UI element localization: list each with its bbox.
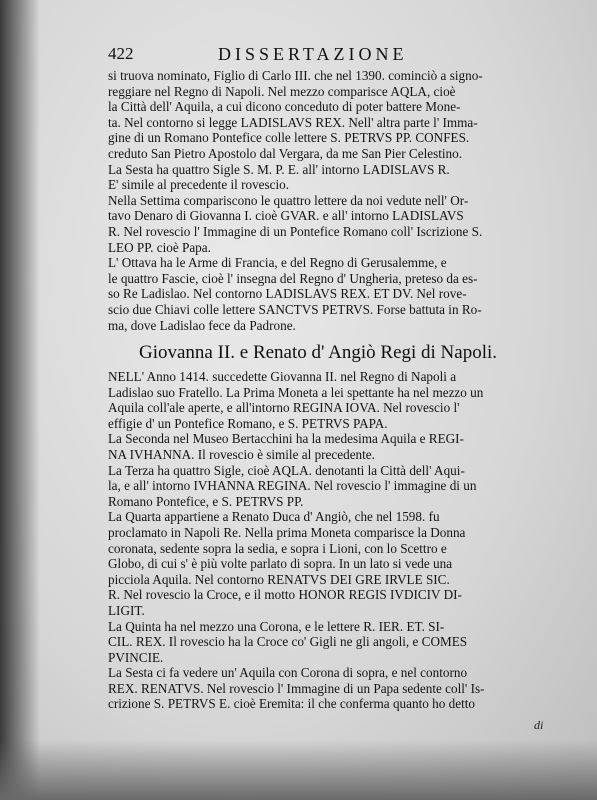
running-title: DISSERTAZIONE <box>218 44 408 64</box>
text-line: si truova nominato, Figlio di Carlo III. che nel 1390. cominciò a signo- <box>108 68 483 83</box>
text-line: La Sesta ci fa vedere un' Aquila con Corona di sopra, e nel contorno <box>108 665 468 681</box>
text-line: tavo Denaro di Giovanna I. cioè GVAR. e all' intorno LADISLAVS <box>108 208 464 224</box>
text-line: picciola Aquila. Nel contorno RENATVS DEI GRE IRVLE SIC. <box>108 571 450 587</box>
text-line: L' Ottava ha le Arme di Francia, e del Regno di Gerusalemme, e <box>108 255 447 271</box>
text-line: REX. RENATVS. Nel rovescio l' Immagine di un Papa sedente coll' Is- <box>108 680 485 696</box>
text-line: gine di un Romano Pontefice colle lettere S. PETRVS PP. CONFES. <box>108 130 470 146</box>
text-line: ta. Nel contorno si legge LADISLAVS REX. Nell' altra parte l' Imma- <box>108 114 478 130</box>
text-line: PVINCIE. <box>108 649 164 665</box>
text-line: coronata, sedente sopra la sedia, e sopra i Lioni, con lo Scettro e <box>108 540 447 556</box>
text-line: La Quinta ha nel mezzo una Corona, e le lettere R. IER. ET. SI- <box>108 618 445 634</box>
text-line: effigie d' un Pontefice Romano, e S. PETRVS PAPA. <box>108 415 388 431</box>
text-line: La Terza ha quattro Sigle, cioè AQLA. denotanti la Città dell' Aqui- <box>108 462 465 478</box>
section-1-text <box>108 68 564 333</box>
text-line: La Quarta appartiene a Renato Duca d' Angiò, che nel 1598. fu <box>108 509 440 525</box>
text-line: la Città dell' Aquila, a cui dicono conceduto di poter battere Mone- <box>108 99 461 115</box>
text-line: Ladislao suo Fratello. La Prima Moneta a lei spettante ha nel mezzo un <box>108 384 484 400</box>
text-line: creduto San Pietro Apostolo dal Vergara, da me San Pier Celestino. <box>108 145 463 161</box>
gutter-shadow <box>0 0 40 800</box>
text-line: Nella Settima compariscono le quattro lettere da noi vedute nell' Or- <box>108 192 469 208</box>
page-number: 422 <box>108 44 134 63</box>
text-line: la, e all' intorno IVHANNA REGINA. Nel rovescio l' immagine di un <box>108 478 477 494</box>
text-line: Aquila coll'ale aperte, e all'intorno REGINA IOVA. Nel rovescio l' <box>108 400 460 416</box>
section-2-text <box>108 369 564 712</box>
text-line: NA IVHANNA. Il rovescio è simile al precedente. <box>108 446 375 462</box>
text-line: reggiare nel Regno di Napoli. Nel mezzo comparisce AQLA, cioè <box>108 83 456 99</box>
text-line: E' simile al precedente il rovescio. <box>108 177 290 193</box>
text-line: ma, dove Ladislao fece da Padrone. <box>108 317 296 333</box>
text-line: LEO PP. cioè Papa. <box>108 239 211 255</box>
text-line: le quattro Fascie, cioè l' insegna del Regno d' Ungheria, preteso da es- <box>108 270 478 286</box>
text-line: La Seconda nel Museo Bertacchini ha la medesima Aquila e REGI- <box>108 431 464 447</box>
text-line: Romano Pontefice, e S. PETRVS PP. <box>108 493 304 509</box>
page-bottom-shadow <box>0 740 597 800</box>
text-line: crizione S. PETRVS E. cioè Eremita: il che conferma quanto ho detto <box>108 696 475 712</box>
page-header <box>108 44 563 66</box>
text-line: NELL' Anno 1414. succedette Giovanna II. nel Regno di Napoli a <box>108 369 457 384</box>
text-line: R. Nel rovescio l' Immagine di un Pontefice Romano coll' Iscrizione S. <box>108 223 483 239</box>
text-line: LIGIT. <box>108 602 145 618</box>
text-line: Globo, di cui s' è più volte parlato di sopra. In un lato si vede una <box>108 556 453 572</box>
text-line: proclamato in Napoli Re. Nella prima Moneta comparisce la Donna <box>108 524 466 540</box>
text-line: so Re Ladislao. Nel contorno LADISLAVS REX. ET DV. Nel rove- <box>108 286 467 302</box>
text-line: scio due Chiavi colle lettere SANCTVS PETRVS. Forse battuta in Ro- <box>108 301 482 317</box>
text-line: R. Nel rovescio la Croce, e il motto HONOR REGIS IVDICIV DI- <box>108 587 462 603</box>
text-line: CIL. REX. Il rovescio ha la Croce co' Gigli ne gli angoli, e COMES <box>108 634 468 650</box>
text-line: La Sesta ha quattro Sigle S. M. P. E. all' intorno LADISLAVS R. <box>108 161 450 177</box>
catchword: di <box>534 718 544 732</box>
section-heading: Giovanna II. e Renato d' Angiò Regi di Napoli. <box>139 342 498 363</box>
